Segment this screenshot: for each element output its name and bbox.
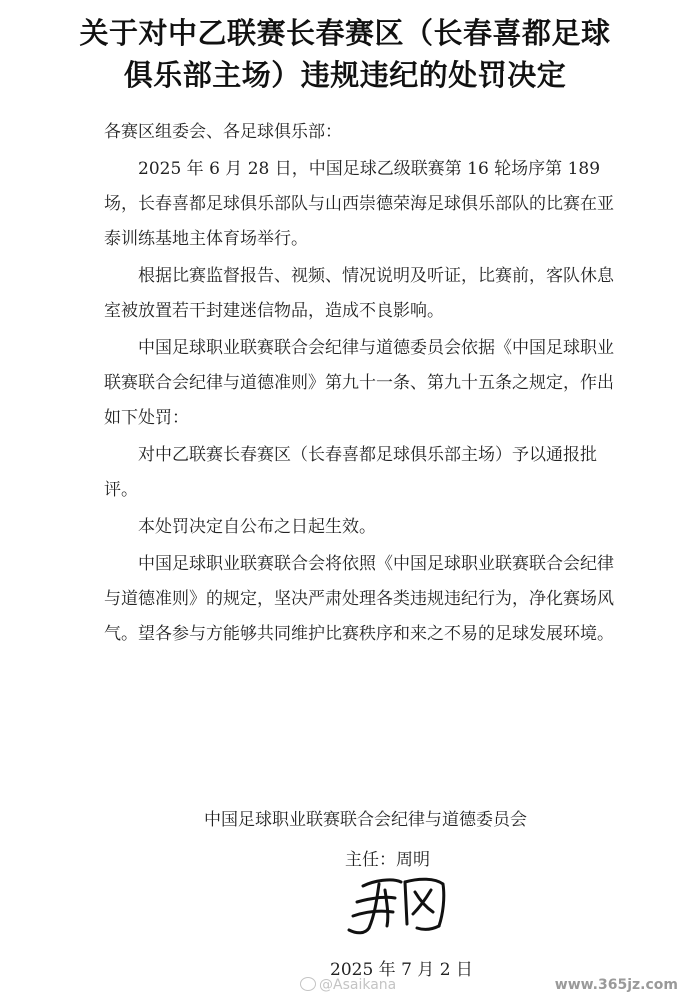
paragraph-findings: 根据比赛监督报告、视频、情况说明及听证，比赛前，客队休息室被放置若干封建迷信物品，造成不良影响。 <box>104 266 614 321</box>
handwritten-signature <box>335 868 465 940</box>
document-body <box>104 115 614 654</box>
title-line-1: 关于对中乙联赛长春赛区（长春喜都足球 <box>79 16 611 50</box>
paragraph-effective: 本处罚决定自公布之日起生效。 <box>138 517 376 537</box>
paragraph-closing: 中国足球职业联赛联合会将依照《中国足球职业联赛联合会纪律与道德准则》的规定，坚决严肃处理各类违规违纪行为，净化赛场风气。望各参与方能够共同维护比赛秩序和来之不易的足球发展环境。 <box>104 554 614 644</box>
weibo-watermark <box>300 977 396 993</box>
paragraph-match-info: 2025 年 6 月 28 日，中国足球乙级联赛第 16 轮场序第 189 场，长春喜都足球俱乐部队与山西崇德荣海足球俱乐部队的比赛在亚泰训练基地主体育场举行。 <box>104 159 614 249</box>
site-watermark: www.365jz.com <box>554 977 678 993</box>
issue-date: 2025 年 7 月 2 日 <box>330 960 473 980</box>
salutation: 各赛区组委会、各足球俱乐部： <box>104 122 342 142</box>
weibo-icon <box>300 977 316 991</box>
director-line: 主任：周明 <box>345 850 430 870</box>
title-line-2: 俱乐部主场）违规违纪的处罚决定 <box>123 58 567 92</box>
paragraph-penalty: 对中乙联赛长春赛区（长春喜都足球俱乐部主场）予以通报批评。 <box>104 445 597 500</box>
issuing-committee: 中国足球职业联赛联合会纪律与道德委员会 <box>204 810 527 830</box>
document-title <box>20 12 670 96</box>
weibo-handle: @Asaikana <box>319 977 397 993</box>
paragraph-legal-basis: 中国足球职业联赛联合会纪律与道德委员会依据《中国足球职业联赛联合会纪律与道德准则》第九十一条、第九十五条之规定，作出如下处罚： <box>104 338 614 428</box>
